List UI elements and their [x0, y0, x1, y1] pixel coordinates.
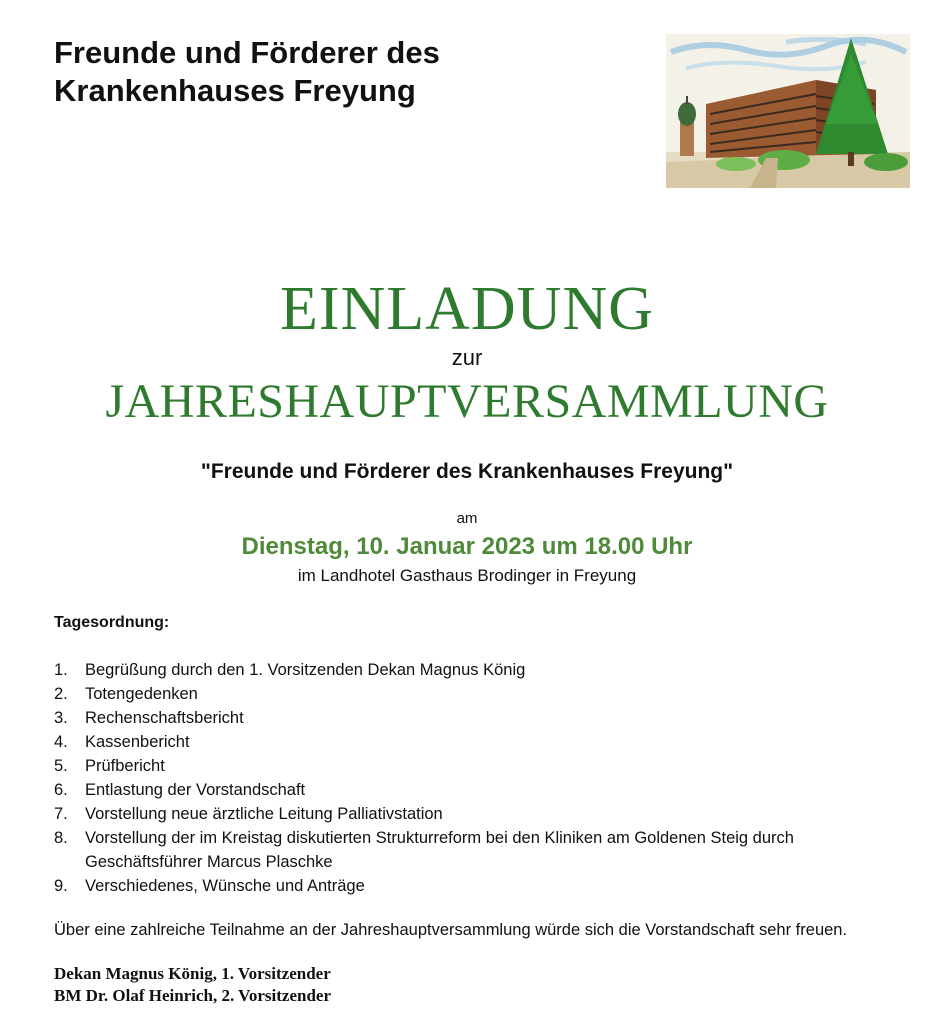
agenda-heading: Tagesordnung:	[54, 614, 170, 631]
agenda-item-number: 3.	[54, 709, 68, 727]
agenda-item-text: Vorstellung der im Kreistag diskutierten Strukturreform bei den Kliniken am Goldenen Steig durch Geschäftsführer Marcus Plaschke	[85, 829, 794, 871]
agenda-item	[54, 658, 884, 682]
organization-title-line1: Freunde und Förderer des	[54, 35, 440, 70]
agenda-item	[54, 754, 884, 778]
agenda-item-number: 7.	[54, 805, 68, 823]
agenda-item-number: 2.	[54, 685, 68, 703]
agenda-list	[54, 658, 884, 898]
invitation-heading: EINLADUNG	[279, 275, 655, 343]
agenda-item	[54, 730, 884, 754]
invitation-connector: zur	[451, 345, 483, 370]
signature-first-chair: Dekan Magnus König, 1. Vorsitzender	[54, 964, 331, 983]
closing-sentence: Über eine zahlreiche Teilnahme an der Jahreshauptversammlung würde sich die Vorstandschaft sehr freuen.	[54, 921, 848, 939]
agenda-item	[54, 682, 884, 706]
agenda-item	[54, 802, 884, 826]
meeting-date-time: Dienstag, 10. Januar 2023 um 18.00 Uhr	[241, 533, 693, 560]
agenda-item	[54, 706, 884, 730]
agenda-item	[54, 778, 884, 802]
organization-title	[54, 34, 440, 110]
agenda-item-text: Begrüßung durch den 1. Vorsitzenden Dekan Magnus König	[85, 661, 526, 679]
organization-title-line2: Krankenhauses Freyung	[54, 73, 416, 108]
agenda-item	[54, 874, 884, 898]
meeting-heading: JAHRESHAUPTVERSAMMLUNG	[105, 375, 829, 428]
agenda-item-number: 9.	[54, 877, 68, 895]
agenda-item-number: 8.	[54, 829, 68, 847]
agenda-item-text: Vorstellung neue ärztliche Leitung Palliativstation	[85, 805, 443, 823]
agenda-item-number: 5.	[54, 757, 68, 775]
agenda-item-text: Prüfbericht	[85, 757, 165, 775]
agenda-item	[54, 826, 884, 874]
meeting-venue: im Landhotel Gasthaus Brodinger in Freyung	[297, 566, 637, 585]
association-name-quote: "Freunde und Förderer des Krankenhauses Freyung"	[200, 460, 734, 483]
agenda-item-number: 4.	[54, 733, 68, 751]
agenda-item-text: Kassenbericht	[85, 733, 190, 751]
agenda-item-text: Rechenschaftsbericht	[85, 709, 244, 727]
agenda-item-text: Entlastung der Vorstandschaft	[85, 781, 306, 799]
am-label: am	[456, 510, 478, 527]
agenda-item-text: Verschiedenes, Wünsche und Anträge	[85, 877, 365, 895]
agenda-item-text: Totengedenken	[85, 685, 198, 703]
agenda-item-number: 6.	[54, 781, 68, 799]
signatures	[54, 963, 331, 1007]
signature-second-chair: BM Dr. Olaf Heinrich, 2. Vorsitzender	[54, 986, 332, 1005]
agenda-item-number: 1.	[54, 661, 68, 679]
hospital-illustration	[666, 34, 910, 188]
